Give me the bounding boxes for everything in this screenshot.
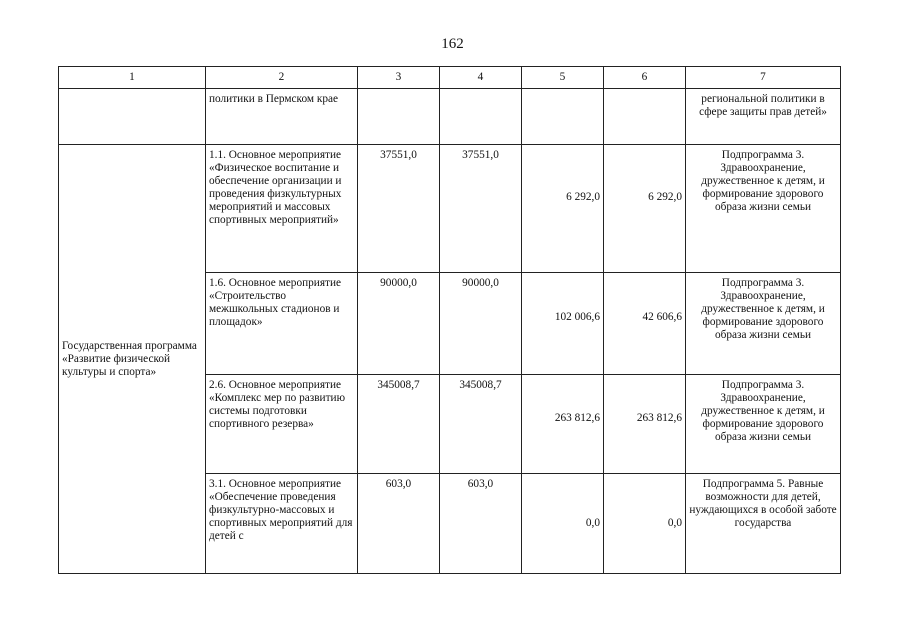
subprogram-cell: Подпрограмма 3. Здравоохранение, дружественное к детям, и формирование здорового образа жизни семьи xyxy=(686,145,841,273)
table-row xyxy=(59,89,841,145)
activity-cell: 1.1. Основное мероприятие «Физическое воспитание и обеспечение организации и проведения физкультурных мероприятий и массовых спортивных мероприятий» xyxy=(206,145,358,273)
subprogram-cell: региональной политики в сфере защиты прав детей» xyxy=(686,89,841,145)
value-cell: 6 292,0 xyxy=(522,145,604,273)
value-cell: 102 006,6 xyxy=(522,273,604,375)
value-cell: 0,0 xyxy=(604,474,686,574)
activity-cell: 1.6. Основное мероприятие «Строительство межшкольных стадионов и площадок» xyxy=(206,273,358,375)
subprogram-cell: Подпрограмма 3. Здравоохранение, дружественное к детям, и формирование здорового образа жизни семьи xyxy=(686,375,841,474)
subprogram-cell: Подпрограмма 3. Здравоохранение, дружественное к детям, и формирование здорового образа жизни семьи xyxy=(686,273,841,375)
data-table xyxy=(58,66,841,574)
subprogram-cell: Подпрограмма 5. Равные возможности для детей, нуждающихся в особой заботе государства xyxy=(686,474,841,574)
value-cell: 263 812,6 xyxy=(604,375,686,474)
value-cell xyxy=(440,89,522,145)
value-cell: 345008,7 xyxy=(358,375,440,474)
value-cell: 90000,0 xyxy=(440,273,522,375)
value-cell: 6 292,0 xyxy=(604,145,686,273)
header-row xyxy=(59,67,841,89)
header-cell: 3 xyxy=(358,67,440,89)
page-number: 162 xyxy=(441,36,464,52)
table-row xyxy=(59,145,841,273)
value-cell: 603,0 xyxy=(440,474,522,574)
activity-cell: 2.6. Основное мероприятие «Комплекс мер по развитию системы подготовки спортивного резерва» xyxy=(206,375,358,474)
program-cell: Государственная программа «Развитие физической культуры и спорта» xyxy=(59,145,206,574)
value-cell: 345008,7 xyxy=(440,375,522,474)
activity-cell: 3.1. Основное мероприятие «Обеспечение проведения физкультурно-массовых и спортивных мероприятий для детей с xyxy=(206,474,358,574)
header-cell: 5 xyxy=(522,67,604,89)
value-cell: 37551,0 xyxy=(440,145,522,273)
value-cell: 263 812,6 xyxy=(522,375,604,474)
value-cell: 0,0 xyxy=(522,474,604,574)
value-cell xyxy=(522,89,604,145)
value-cell: 42 606,6 xyxy=(604,273,686,375)
activity-cell: политики в Пермском крае xyxy=(206,89,358,145)
value-cell xyxy=(604,89,686,145)
header-cell: 6 xyxy=(604,67,686,89)
value-cell: 37551,0 xyxy=(358,145,440,273)
value-cell xyxy=(358,89,440,145)
header-cell: 2 xyxy=(206,67,358,89)
program-cell-empty xyxy=(59,89,206,145)
header-cell: 1 xyxy=(59,67,206,89)
header-cell: 7 xyxy=(686,67,841,89)
value-cell: 90000,0 xyxy=(358,273,440,375)
value-cell: 603,0 xyxy=(358,474,440,574)
header-cell: 4 xyxy=(440,67,522,89)
